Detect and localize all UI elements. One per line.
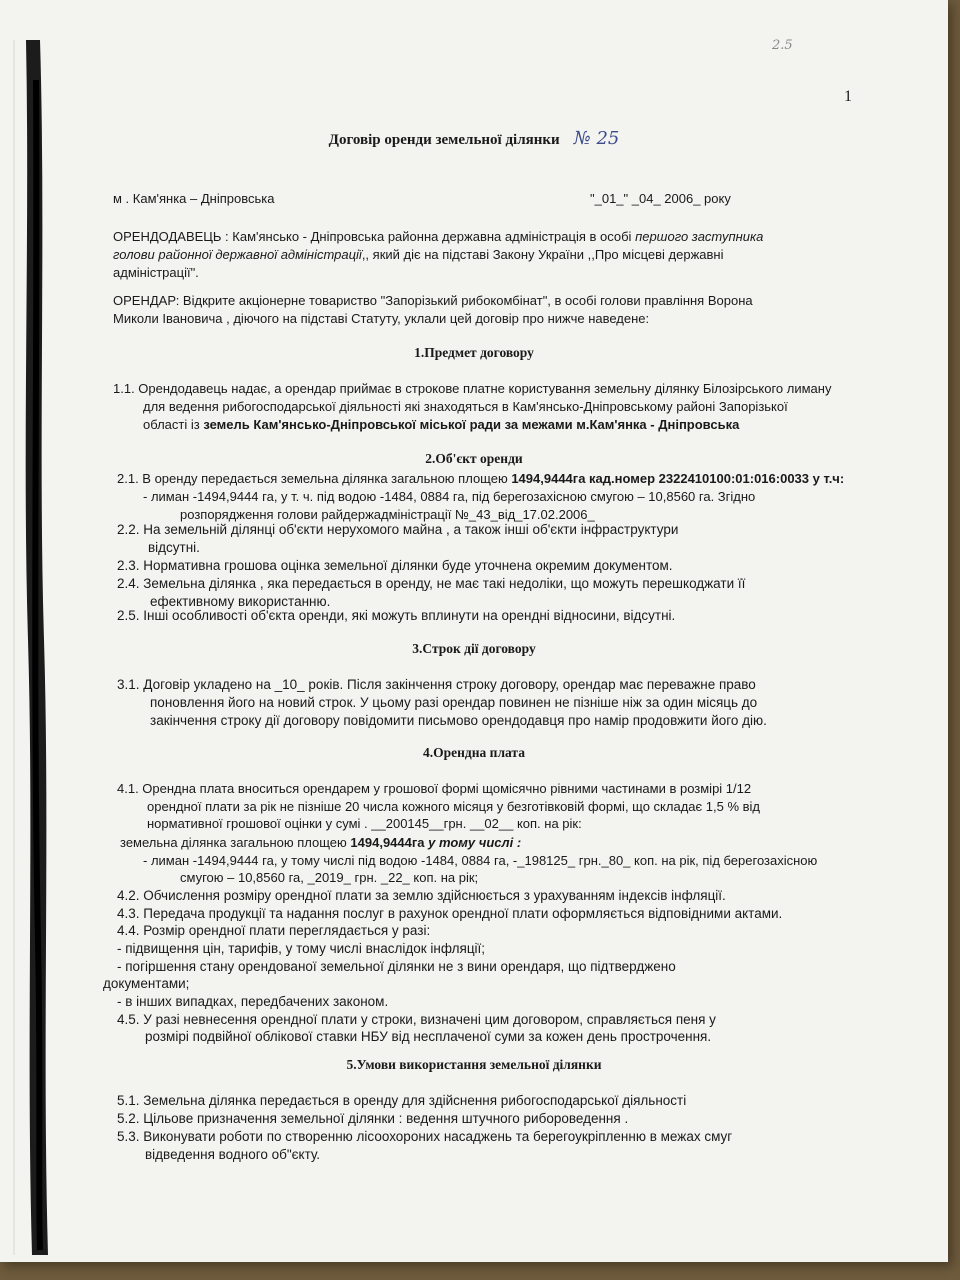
s2-line-6: 2.3. Нормативна грошова оцінка земельної ділянки буде уточнена окремим документом. xyxy=(117,558,673,573)
s2-line-9: 2.5. Інші особливості об'єкта оренди, які можуть вплинути на орендні відносини, відсутні. xyxy=(117,608,676,623)
lessee-line-1: ОРЕНДАР: Відкрите акціонерне товариство "Запорізький рибокомбінат", в особі голови правління Ворона xyxy=(113,293,753,308)
s4-line-3: нормативної грошової оцінки у сумі . __200145__грн. __02__ коп. на рік: xyxy=(147,816,582,831)
s4-line-6: смугою – 10,8560 га, _2019_ грн. _22_ коп. на рік; xyxy=(180,870,479,885)
s1-line-2: для ведення рибогосподарської діяльності які знаходяться в Кам'янсько-Дніпровському районі Запорізької xyxy=(143,399,788,414)
s2-line-7: 2.4. Земельна ділянка , яка передається в оренду, не має такі недоліки, що можуть перешкоджати її xyxy=(117,576,746,591)
s3-line-3: закінчення строку дії договору повідомити письмово орендодавця про намір продовжити його дію. xyxy=(150,713,767,728)
s4-line-9: 4.4. Розмір орендної плати переглядається у разі: xyxy=(117,923,431,938)
place: м . Кам'янка – Дніпровська xyxy=(113,191,275,206)
s4-line-10: - підвищення цін, тарифів, у тому числі внаслідок інфляції; xyxy=(117,941,486,956)
page-number: 1 xyxy=(844,88,852,105)
document-title: Договір оренди земельної ділянки xyxy=(328,132,560,148)
s4-line-13: - в інших випадках, передбачених законом. xyxy=(117,994,389,1009)
section-1-title: 1.Предмет договору xyxy=(414,345,534,360)
s4-line-12: документами; xyxy=(103,976,190,991)
date: "_01_" _04_ 2006_ року xyxy=(590,191,731,206)
lessee-line-2: Миколи Івановича , діючого на підставі Статуту, уклали цей договір про нижче наведене: xyxy=(113,311,650,326)
lessor-line-1: ОРЕНДОДАВЕЦЬ : Кам'янсько - Дніпровська районна державна адміністрація в особі першого заступника xyxy=(113,229,764,244)
s3-line-1: 3.1. Договір укладено на _10_ років. Після закінчення строку договору, орендар має переважне право xyxy=(117,677,756,692)
s1-line-1: 1.1. Орендодавець надає, а орендар приймає в строкове платне користування земельну ділянку Білозірського лиману xyxy=(113,381,832,396)
corner-note: 2.5 xyxy=(772,38,793,53)
s5-line-1: 5.1. Земельна ділянка передається в оренду для здійснення рибогосподарської діяльності xyxy=(117,1093,687,1108)
s2-line-1: 2.1. В оренду передається земельна ділянка загальною площею 1494,9444га кад.номер 2322410100:01:016:0033 у т.ч: xyxy=(117,471,845,486)
s2-line-3: розпорядження голови райдержадміністрації №_43_від_17.02.2006_ xyxy=(180,507,595,522)
handwritten-number: № 25 xyxy=(573,128,620,149)
s5-line-3: 5.3. Виконувати роботи по створенню лісоохороних насаджень та берегоукріпленню в межах смуг xyxy=(117,1129,733,1144)
s4-line-5: - лиман -1494,9444 га, у тому числі під водою -1484, 0884 га, -_198125_ грн._80_ коп. на рік, під берегозахісною xyxy=(143,853,818,868)
s3-line-2: поновлення його на новий строк. У цьому разі орендар повинен не пізніше ніж за один місяць до xyxy=(150,695,758,710)
lessor-line-2: голови районної державної адміністрації,, який діє на підставі Закону України ,,Про місцеві державні xyxy=(113,247,724,262)
section-5-title: 5.Умови використання земельної ділянки xyxy=(346,1057,602,1072)
s2-line-8: ефективному використанню. xyxy=(150,594,331,609)
section-3-title: 3.Строк дії договору xyxy=(412,641,536,656)
section-4-title: 4.Орендна плата xyxy=(423,745,525,760)
s4-line-15: розмірі подвійної облікової ставки НБУ від несплаченої суми за кожен день прострочення. xyxy=(145,1029,712,1044)
s2-line-5: відсутні. xyxy=(148,540,200,555)
s4-line-7: 4.2. Обчислення розміру орендної плати за землю здійснюється з урахуванням індексів інфляції. xyxy=(117,888,726,903)
lessor-line-3: адміністрації". xyxy=(113,265,199,280)
s4-line-1: 4.1. Орендна плата вноситься орендарем у грошової формі щомісячно рівними частинами в розмірі 1/12 xyxy=(117,781,752,796)
s4-line-4: земельна ділянка загальною площею 1494,9444га у тому числі : xyxy=(120,835,522,850)
s4-line-8: 4.3. Передача продукції та надання послуг в рахунок орендної плати оформляється відповідними актами. xyxy=(117,906,783,921)
s4-line-11: - погіршення стану орендованої земельної ділянки не з вини орендаря, що підтверджено xyxy=(117,959,676,974)
s1-line-3: області із земель Кам'янсько-Дніпровської міської ради за межами м.Кам'янка - Дніпровська xyxy=(143,417,740,432)
s5-line-4: відведення водного об"єкту. xyxy=(145,1147,321,1162)
s4-line-14: 4.5. У разі невнесення орендної плати у строки, визначені цим договором, справляється пеня у xyxy=(117,1012,716,1027)
s4-line-2: орендної плати за рік не пізніше 20 числа кожного місяця у безготівковій формі, що складає 1,5 % від xyxy=(147,799,761,814)
s2-line-2: - лиман -1494,9444 га, у т. ч. під водою -1484, 0884 га, під берегозахісною смугою – 10,8560 га. Згідно xyxy=(143,489,756,504)
section-2-title: 2.Об'єкт оренди xyxy=(425,451,523,466)
s2-line-4: 2.2. На земельній ділянці об'єкти нерухомого майна , а також інші об'єкти інфраструктури xyxy=(117,522,679,537)
document-title-row xyxy=(0,128,948,149)
s5-line-2: 5.2. Цільове призначення земельної ділянки : ведення штучного рибороведення . xyxy=(117,1111,629,1126)
